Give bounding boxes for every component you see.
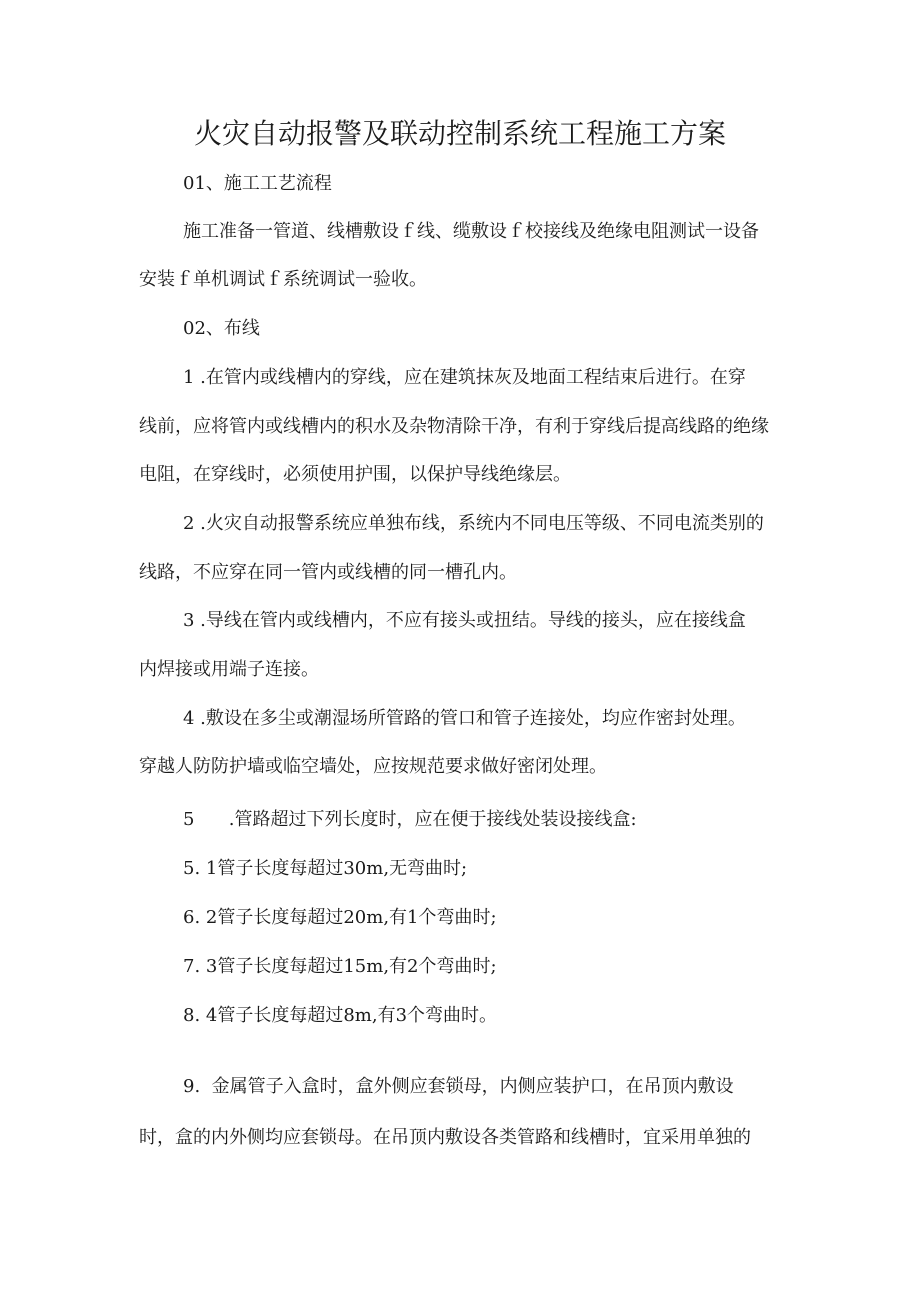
paragraph-line: 时，盒的内外侧均应套锁母。在吊顶内敷设各类管路和线槽时，宜采用单独的 — [139, 1127, 751, 1148]
paragraph-line: 2 .火灾自动报警系统应单独布线，系统内不同电压等级、不同电流类别的 — [183, 513, 764, 534]
paragraph-line: 安装ｆ单机调试ｆ系统调试一验收。 — [139, 269, 427, 290]
paragraph-line: 线前，应将管内或线槽内的积水及杂物清除干净，有利于穿线后提高线路的绝缘 — [139, 416, 769, 437]
list-item: 7. 3管子长度每超过15m,有2个弯曲时; — [183, 956, 497, 977]
section-heading-process: 01、施工工艺流程 — [183, 173, 332, 194]
paragraph-line: 4 .敷设在多尘或潮湿场所管路的管口和管子连接处，均应作密封处理。 — [183, 708, 746, 729]
paragraph-line: 5 .管路超过下列长度时，应在便于接线处装设接线盒: — [183, 809, 637, 830]
paragraph-line: 内焊接或用端子连接。 — [139, 659, 319, 680]
paragraph-line: 电阻，在穿线时，必须使用护围，以保护导线绝缘层。 — [139, 464, 571, 485]
list-item: 5. 1管子长度每超过30m,无弯曲时; — [183, 858, 468, 879]
paragraph-line: 1 .在管内或线槽内的穿线，应在建筑抹灰及地面工程结束后进行。在穿 — [183, 367, 746, 388]
section-heading-wiring: 02、布线 — [183, 318, 260, 339]
paragraph-line: 穿越人防防护墙或临空墙处，应按规范要求做好密闭处理。 — [139, 756, 607, 777]
paragraph-line: 3 .导线在管内或线槽内，不应有接头或扭结。导线的接头，应在接线盒 — [183, 610, 746, 631]
paragraph-line: 线路，不应穿在同一管内或线槽的同一槽孔内。 — [139, 562, 517, 583]
document-title: 火灾自动报警及联动控制系统工程施工方案 — [193, 117, 726, 150]
paragraph-line: 施工准备一管道、线槽敷设ｆ线、缆敷设ｆ校接线及绝缘电阻测试一设备 — [183, 221, 759, 242]
list-item: 8. 4管子长度每超过8m,有3个弯曲时。 — [183, 1005, 498, 1026]
list-item: 6. 2管子长度每超过20m,有1个弯曲时; — [183, 907, 497, 928]
paragraph-line: 9. 金属管子入盒时，盒外侧应套锁母，内侧应装护口，在吊顶内敷设 — [183, 1076, 734, 1097]
